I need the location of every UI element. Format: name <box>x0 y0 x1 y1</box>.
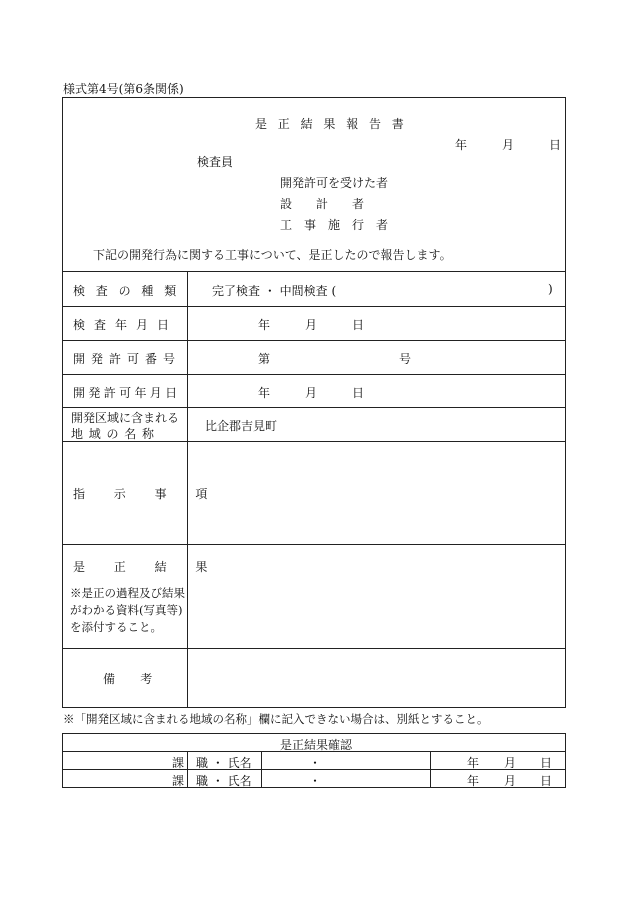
applicant-label: 開発許可を受けた者 <box>280 176 389 190</box>
confirmation-col-divider <box>187 751 188 788</box>
header-date-day[interactable]: 日 <box>549 138 562 152</box>
permit-date-label: 開発許可年月日 <box>73 386 181 400</box>
report-statement: 下記の開発行為に関する工事について、是正したので報告します。 <box>93 248 452 262</box>
permit-number-suffix: 号 <box>399 352 412 366</box>
confirmation-month[interactable]: 月 <box>504 756 517 770</box>
row-divider <box>62 374 566 375</box>
confirmation-year[interactable]: 年 <box>467 756 480 770</box>
confirmation-section: 課 <box>172 756 185 770</box>
row-divider <box>62 340 566 341</box>
confirmation-name-dot[interactable]: ・ <box>309 774 322 788</box>
row-divider <box>62 648 566 649</box>
confirmation-year[interactable]: 年 <box>467 774 480 788</box>
inspection-type-value[interactable]: 完了検査 ・ 中間検査 ( <box>212 284 337 298</box>
confirmation-month[interactable]: 月 <box>504 774 517 788</box>
area-name-label-line2: 地 域 の 名 称 <box>71 427 155 441</box>
remarks-label: 備考 <box>103 672 178 686</box>
confirmation-title: 是正結果確認 <box>280 738 353 752</box>
area-name-label-line1: 開発区域に含まれる <box>71 411 180 425</box>
correction-result-note: ※是正の過程及び結果がわかる資料(写真等)を添付すること。 <box>70 586 185 634</box>
inspection-date-month[interactable]: 月 <box>305 318 318 332</box>
header-date-month[interactable]: 月 <box>502 138 515 152</box>
row-divider <box>62 544 566 545</box>
permit-date-month[interactable]: 月 <box>305 386 318 400</box>
confirmation-name-label: 職 ・ 氏名 <box>196 774 252 788</box>
inspection-date-day[interactable]: 日 <box>352 318 365 332</box>
footnote: ※「開発区域に含まれる地域の名称」欄に記入できない場合は、別紙とすること。 <box>63 712 489 726</box>
confirmation-day[interactable]: 日 <box>540 756 553 770</box>
confirmation-name-dot[interactable]: ・ <box>309 756 322 770</box>
inspection-type-label: 検査の種類 <box>73 284 188 298</box>
correction-result-label: 是正結果 <box>73 560 237 574</box>
inspection-type-close-paren: ) <box>548 282 553 296</box>
permit-number-label: 開発許可番号 <box>73 352 182 366</box>
remarks-value[interactable] <box>195 655 555 701</box>
confirmation-col-divider <box>430 751 431 788</box>
confirmation-col-divider <box>261 751 262 788</box>
header-date-year[interactable]: 年 <box>455 138 468 152</box>
row-divider <box>62 407 566 408</box>
instructions-value[interactable] <box>195 448 555 538</box>
confirmation-section: 課 <box>172 774 185 788</box>
inspection-date-label: 検査年月日 <box>73 318 179 332</box>
designer-label: 設 計 者 <box>280 197 365 211</box>
row-divider <box>62 306 566 307</box>
inspector-label: 検査員 <box>197 155 234 169</box>
form-number: 様式第4号(第6条関係) <box>63 82 184 96</box>
confirmation-name-label: 職 ・ 氏名 <box>196 756 252 770</box>
inspection-date-year[interactable]: 年 <box>258 318 271 332</box>
permit-number-prefix: 第 <box>258 352 271 366</box>
contractor-label: 工 事 施 行 者 <box>280 218 389 232</box>
area-name-value[interactable]: 比企郡吉見町 <box>205 419 278 433</box>
permit-date-year[interactable]: 年 <box>258 386 271 400</box>
row-divider <box>62 271 566 272</box>
instructions-label: 指示事項 <box>73 487 237 501</box>
form-title: 是正結果報告書 <box>255 117 415 131</box>
correction-result-value[interactable] <box>195 552 555 642</box>
permit-date-day[interactable]: 日 <box>352 386 365 400</box>
confirmation-divider <box>62 751 566 752</box>
confirmation-day[interactable]: 日 <box>540 774 553 788</box>
